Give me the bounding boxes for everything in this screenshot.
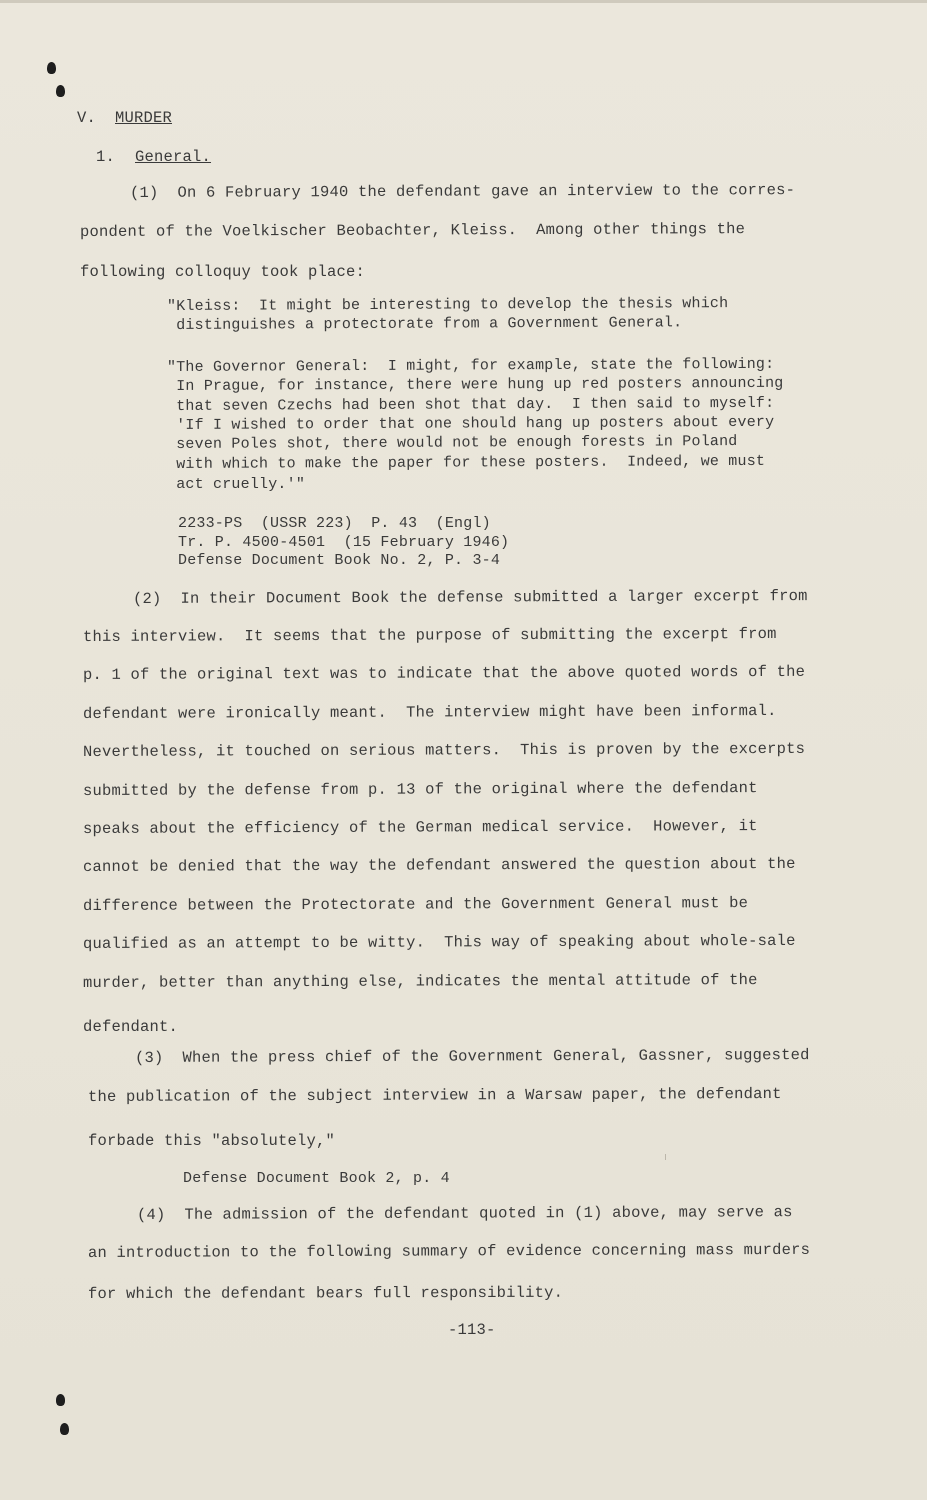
paragraph-2-line: defendant were ironically meant. The interview might have been informal. (82, 701, 777, 723)
stray-mark (665, 1154, 666, 1160)
section-title: MURDER (115, 109, 173, 127)
punch-hole-bottom-2 (60, 1423, 69, 1435)
punch-hole-top-2 (56, 85, 65, 97)
paragraph-2-line: murder, better than anything else, indicates the mental attitude of the (82, 971, 758, 992)
citation-1-line: Defense Document Book No. 2, P. 3-4 (178, 552, 501, 569)
paragraph-2-line: speaks about the efficiency of the German medical service. However, it (82, 817, 758, 838)
paragraph-1-line: pondent of the Voelkischer Beobachter, Kleiss. Among other things the (79, 220, 746, 241)
paragraph-4-line: for which the defendant bears full responsibility. (87, 1283, 564, 1303)
citation-2-line: Defense Document Book 2, p. 4 (183, 1170, 450, 1187)
quote-2-line: 'If I wished to order that one should hang up posters about every (166, 413, 775, 434)
quote-1-line: "Kleiss: It might be interesting to develop the thesis which (166, 295, 729, 315)
quote-2-line: "The Governor General: I might, for example, state the following: (166, 355, 775, 376)
paragraph-2-line: qualified as an attempt to be witty. This way of speaking about whole-sale (82, 931, 796, 953)
quote-2-line: act cruelly.'" (167, 476, 306, 493)
page-number: -113- (448, 1321, 496, 1339)
paragraph-3-line: (3) When the press chief of the Government General, Gassner, suggested (134, 1046, 810, 1067)
paragraph-2-line: (2) In their Document Book the defense submitted a larger excerpt from (132, 587, 808, 608)
paragraph-1-line: following colloquy took place: (80, 263, 366, 281)
quote-2-line: that seven Czechs had been shot that day. I then said to myself: (166, 394, 775, 415)
paragraph-3-line: forbade this "absolutely," (88, 1132, 336, 1150)
quote-2-line: seven Poles shot, there would not be enough forests in Poland (166, 433, 738, 453)
quote-2-line: In Prague, for instance, there were hung up red posters announcing (166, 374, 784, 395)
paragraph-2-line: Nevertheless, it touched on serious matters. This is proven by the excerpts (82, 739, 806, 761)
citation-1-line: 2233-PS (USSR 223) P. 43 (Engl) (178, 515, 491, 532)
quote-1-line: distinguishes a protectorate from a Government General. (166, 314, 683, 334)
punch-hole-bottom-1 (56, 1394, 65, 1406)
paragraph-2-line: this interview. It seems that the purpose of submitting the excerpt from (82, 624, 777, 646)
paragraph-2-line: p. 1 of the original text was to indicate that the above quoted words of the (82, 662, 806, 684)
quote-2-line: with which to make the paper for these posters. Indeed, we must (166, 452, 766, 473)
paragraph-2-line: difference between the Protectorate and the Government General must be (82, 894, 749, 915)
paragraph-2-line: cannot be denied that the way the defendant answered the question about the (82, 854, 796, 876)
section-number: V. (77, 109, 97, 127)
paragraph-4-line: (4) The admission of the defendant quoted in (1) above, may serve as (136, 1203, 793, 1224)
punch-hole-top-1 (47, 62, 56, 74)
paragraph-1-line: (1) On 6 February 1940 the defendant gave an interview to the corres- (129, 181, 796, 202)
paragraph-2-line: submitted by the defense from p. 13 of the original where the defendant (82, 779, 758, 800)
subsection-number: 1. (96, 148, 116, 166)
subsection-title: General. (135, 148, 212, 166)
paragraph-3-line: the publication of the subject interview in a Warsaw paper, the defendant (87, 1084, 782, 1106)
page-top-edge (0, 0, 927, 3)
paragraph-2-line: defendant. (83, 1018, 179, 1036)
citation-1-line: Tr. P. 4500-4501 (15 February 1946) (178, 534, 510, 551)
paragraph-4-line: an introduction to the following summary of evidence concerning mass murders (87, 1240, 811, 1262)
